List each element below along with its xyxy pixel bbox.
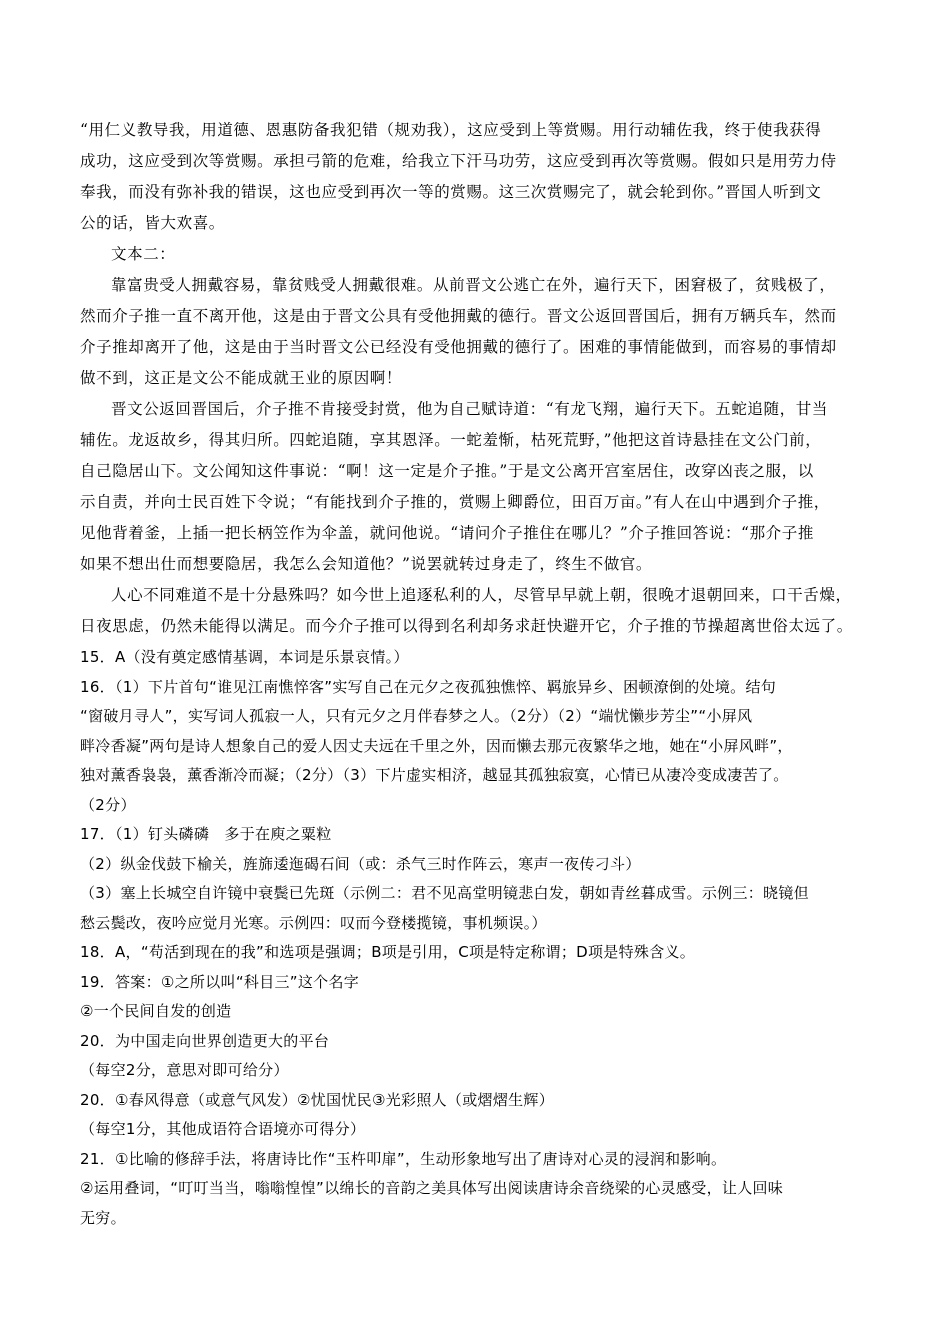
text-line: 自己隐居山下。文公闻知这件事说：“啊！这一定是介子推。”于是文公离开宫室居住，改穿凶丧之服，以 [80, 462, 814, 480]
text1-tail-paragraph [80, 115, 870, 239]
answer-21-line: 21．①比喻的修辞手法，将唐诗比作“玉杵叩扉”，生动形象地写出了唐诗对心灵的浸润和影响。 [80, 1149, 727, 1168]
answer-20-note: （每空2分，意思对即可给分） [80, 1061, 289, 1079]
text-line: 介子推却离开了他，这是由于当时晋文公已经没有受他拥戴的德行了。困难的事情能做到，而容易的事情却 [80, 338, 837, 356]
text2-paragraph-3 [80, 580, 870, 642]
answer-16-line: 独对薰香袅袅，薰香渐冷而凝；（2分）（3）下片虚实相济，越显其孤独寂寞，心情已从凄冷变成凄苦了。 [80, 766, 789, 784]
answer-17-line: （3）塞上长城空自许镜中衰鬓已先斑（示例二：君不见高堂明镜悲白发，朝如青丝暮成雪。示例三：晓镜但 [80, 884, 809, 902]
answer-16-line: 畔冷香凝”两句是诗人想象自己的爱人因丈夫远在千里之外，因而懒去那元夜繁华之地，她在“小屏风畔”， [80, 736, 793, 755]
answer-20b-line: 20．①春风得意（或意气风发）②忧国忧民③光彩照人（或熠熠生辉） [80, 1090, 555, 1109]
answer-19-line: ②一个民间自发的创造 [80, 1002, 232, 1020]
text2-paragraph-2 [80, 394, 870, 580]
answer-section [80, 643, 870, 1233]
text-line: 成功，这应受到次等赏赐。承担弓箭的危难，给我立下汗马功劳，这应受到再次等赏赐。假如只是用劳力侍 [80, 152, 837, 170]
text-line: 辅佐。龙返故乡，得其归所。四蛇追随，享其恩泽。一蛇羞惭，枯死荒野，”他把这首诗悬挂在文公门前， [80, 431, 822, 449]
text-line: 见他背着釜，上插一把长柄笠作为伞盖，就问他说。“请问介子推住在哪儿？”介子推回答说：“那介子推 [80, 524, 814, 542]
text-line: 晋文公返回晋国后，介子推不肯接受封赏，他为自己赋诗道：“有龙飞翔，遍行天下。五蛇追随，甘当 [111, 400, 828, 418]
answer-16-line: （2分） [80, 795, 136, 814]
answer-18: 18．A，“苟活到现在的我”和选项是强调；B项是引用，C项是特定称谓；D项是特殊含义。 [80, 943, 696, 961]
answer-15: 15．A（没有奠定感情基调，本词是乐景哀情。） [80, 648, 409, 666]
answer-17-line: 愁云鬓改，夜吟应觉月光寒。示例四：叹而今登楼揽镜，事机频误。） [80, 913, 547, 932]
answer-16-line: 16．（1）下片首句“谁见江南憔悴客”实写自己在元夕之夜孤独憔悴、羁旅异乡、困顿潦倒的处境。结句 [80, 677, 777, 696]
answer-21-line: ②运用叠词，“叮叮当当，嗡嗡惶惶”以绵长的音韵之美具体写出阅读唐诗余音绕梁的心灵感受，让人回味 [80, 1179, 784, 1197]
answer-20-line: 20．为中国走向世界创造更大的平台 [80, 1031, 330, 1050]
text-line: 然而介子推一直不离开他，这是由于晋文公具有受他拥戴的德行。晋文公返回晋国后，拥有万辆兵车，然而 [80, 307, 837, 325]
text-line: 人心不同难道不是十分悬殊吗？如今世上追逐私利的人，尽管早早就上朝，很晚才退朝回来，口干舌燥， [111, 586, 852, 604]
answer-19-line: 19．答案：①之所以叫“科目三”这个名字 [80, 972, 360, 991]
answer-17-line: （2）纵金伐鼓下榆关，旌旆逶迤碣石间（或：杀气三时作阵云，寒声一夜传刁斗） [80, 854, 641, 873]
text-line: 如果不想出仕而想要隐居，我怎么会知道他？”说罢就转过身走了，终生不做官。 [80, 555, 653, 573]
text-line: 公的话，皆大欢喜。 [80, 214, 225, 232]
text-line: 靠富贵受人拥戴容易，靠贫贱受人拥戴很难。从前晋文公逃亡在外，遍行天下，困窘极了，贫贱极了， [111, 276, 836, 294]
text2-paragraph-1 [80, 270, 870, 394]
text-line: 日夜思虑，仍然未能得以满足。而今介子推可以得到名利却务求赶快避开它，介子推的节操超离世俗太远了。 [80, 617, 853, 635]
text-line: “用仁义教导我，用道德、恩惠防备我犯错（规劝我），这应受到上等赏赐。用行动辅佐我，终于使我获得 [80, 121, 822, 139]
answer-20b-note: （每空1分，其他成语符合语境亦可得分） [80, 1120, 366, 1138]
text-line: 奉我，而没有弥补我的错误，这也应受到再次一等的赏赐。这三次赏赐完了，就会轮到你。”晋国人听到文 [80, 183, 822, 201]
answer-21-line: 无穷。 [80, 1208, 126, 1227]
text2-label [80, 239, 870, 270]
text-line: 做不到，这正是文公不能成就王业的原因啊！ [80, 369, 403, 387]
answer-16-line: “窗破月寻人”，实写词人孤寂一人，只有元夕之月伴春梦之人。（2分）（2）“端忧懒步芳尘”“小屏风 [80, 707, 753, 725]
answer-17-line: 17．（1）钉头磷磷 多于在庾之粟粒 [80, 825, 332, 843]
text-line: 示自责，并向士民百姓下令说；“有能找到介子推的，赏赐上卿爵位，田百万亩。”有人在山中遇到介子推， [80, 493, 830, 511]
section-label: 文本二： [111, 245, 176, 263]
